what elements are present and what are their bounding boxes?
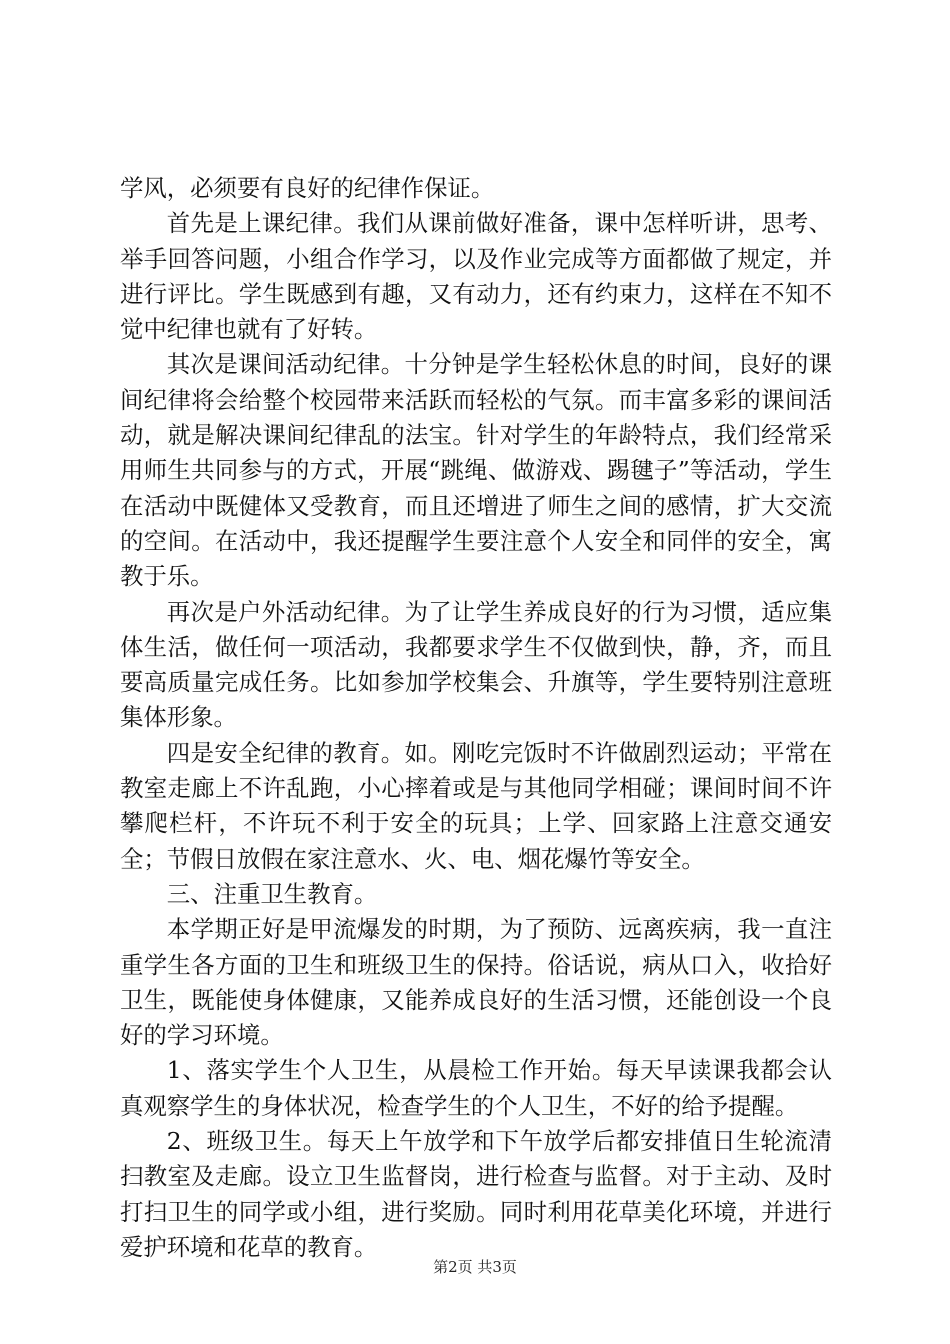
paragraph-continuation: 学风，必须要有良好的纪律作保证。: [120, 174, 495, 202]
document-body: [120, 171, 832, 1265]
page-number-footer: 第2页 共3页: [433, 1258, 517, 1276]
paragraph-class-discipline: 首先是上课纪律。我们从课前做好准备，课中怎样听讲，思考、举手回答问题，小组合作学习，以及作业完成等方面都做了规定，并进行评比。学生既感到有趣，又有动力，还有约束力，这样在不知不觉中纪律也就有了好转。: [120, 209, 832, 344]
paragraph-recess-discipline: 其次是课间活动纪律。十分钟是学生轻松休息的时间，良好的课间纪律将会给整个校园带来活跃而轻松的气氛。而丰富多彩的课间活动，就是解决课间纪律乱的法宝。针对学生的年龄特点，我们经常采用师生共同参与的方式，开展“跳绳、做游戏、踢毽子”等活动，学生在活动中既健体又受教育，而且还增进了师生之间的感情，扩大交流的空间。在活动中，我还提醒学生要注意个人安全和同伴的安全，寓教于乐。: [120, 350, 832, 591]
paragraph-hygiene-intro: 本学期正好是甲流爆发的时期，为了预防、远离疾病，我一直注重学生各方面的卫生和班级卫生的保持。俗话说，病从口入，收拾好卫生，既能使身体健康，又能养成良好的生活习惯，还能创设一个良好的学习环境。: [120, 915, 832, 1050]
paragraph-class-hygiene: 2、班级卫生。每天上午放学和下午放学后都安排值日生轮流清扫教室及走廊。设立卫生监督岗，进行检查与监督。对于主动、及时打扫卫生的同学或小组，进行奖励。同时利用花草美化环境，并进行爱护环境和花草的教育。: [120, 1127, 832, 1261]
paragraph-safety-discipline: 四是安全纪律的教育。如。刚吃完饭时不许做剧烈运动；平常在教室走廊上不许乱跑，小心摔着或是与其他同学相碰；课间时间不许攀爬栏杆，不许玩不利于安全的玩具；上学、回家路上注意交通安全；节假日放假在家注意水、火、电、烟花爆竹等安全。: [120, 738, 832, 873]
paragraph-outdoor-discipline: 再次是户外活动纪律。为了让学生养成良好的行为习惯，适应集体生活，做任何一项活动，我都要求学生不仅做到快，静，齐，而且要高质量完成任务。比如参加学校集会、升旗等，学生要特别注意班集体形象。: [120, 597, 832, 732]
section-heading-hygiene: 三、注重卫生教育。: [166, 879, 378, 908]
paragraph-personal-hygiene: 1、落实学生个人卫生，从晨检工作开始。每天早读课我都会认真观察学生的身体状况，检查学生的个人卫生，不好的给予提醒。: [120, 1056, 832, 1120]
